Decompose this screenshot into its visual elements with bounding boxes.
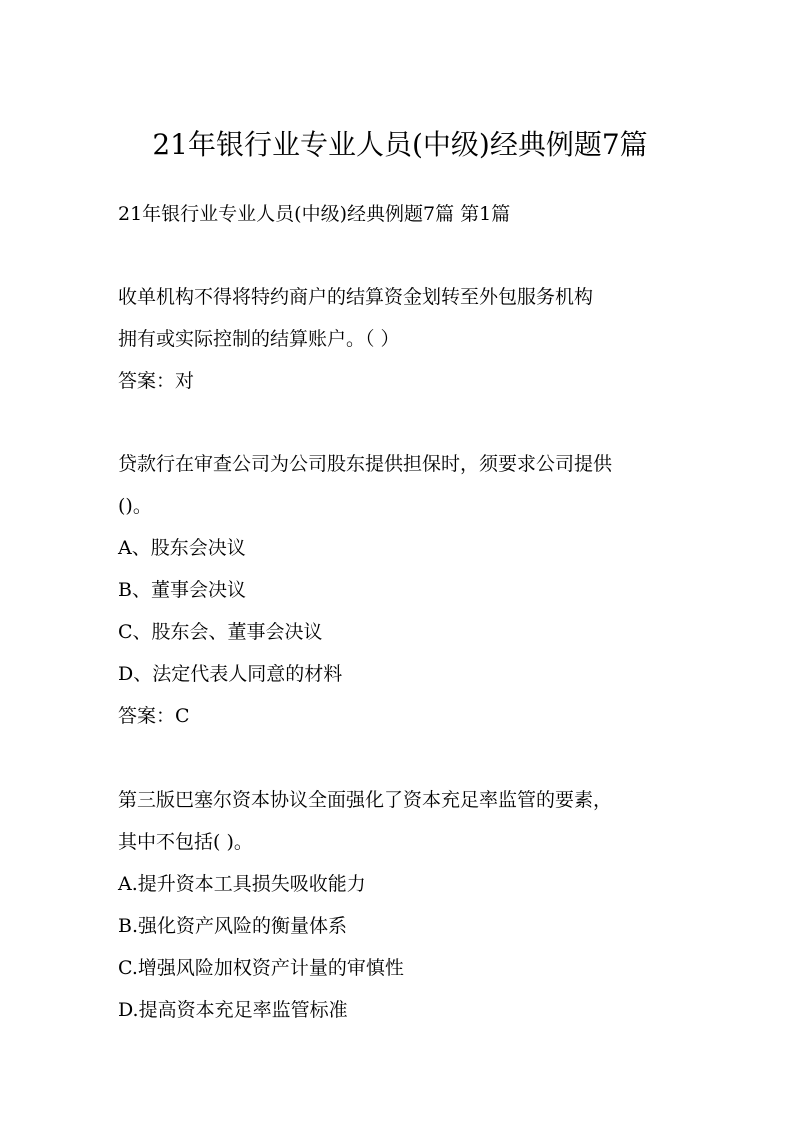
question-2 [118,443,688,737]
question-3-line-1: 第三版巴塞尔资本协议全面强化了资本充足率监管的要素， [118,789,613,811]
question-2-option-c: C、股东会、董事会决议 [118,621,323,643]
question-2-answer: 答案：C [118,705,190,727]
document-subtitle: 21年银行业专业人员(中级)经典例题7篇 第1篇 [118,203,511,225]
question-3-line-2: 其中不包括( )。 [118,831,253,853]
question-3-option-a: A.提升资本工具损失吸收能力 [118,873,366,895]
question-2-line-2: ()。 [118,495,152,517]
document-title: 21年银行业专业人员(中级)经典例题7篇 [152,128,648,161]
question-2-line-1: 贷款行在审查公司为公司股东提供担保时，须要求公司提供 [118,453,613,475]
question-1-line-2: 拥有或实际控制的结算账户。（ ） [118,328,400,350]
question-2-option-d: D、法定代表人同意的材料 [118,663,343,685]
question-2-option-b: B、董事会决议 [118,579,246,601]
question-3-option-c: C.增强风险加权资产计量的审慎性 [118,957,404,979]
question-1-answer: 答案：对 [118,370,195,392]
question-1 [118,276,688,402]
question-3-option-b: B.强化资产风险的衡量体系 [118,915,348,937]
question-2-option-a: A、股东会决议 [118,537,246,559]
question-3 [118,779,688,1031]
question-1-line-1: 收单机构不得将特约商户的结算资金划转至外包服务机构 [118,286,594,308]
question-3-option-d: D.提高资本充足率监管标准 [118,999,348,1021]
